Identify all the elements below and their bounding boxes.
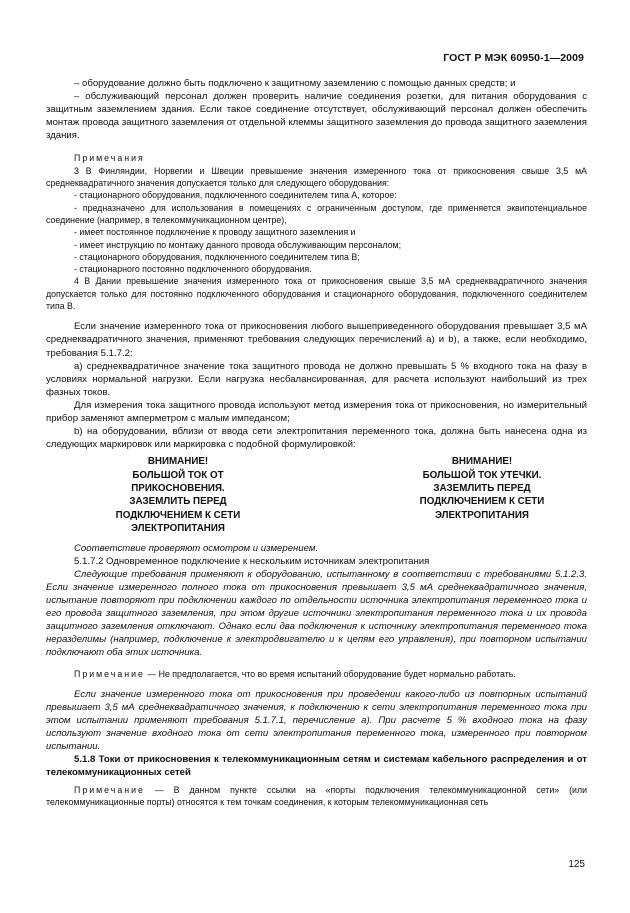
warning-line: БОЛЬШОЙ ТОК ОТ (132, 469, 224, 481)
note-text: — В данном пункте ссылки на «порты подключения телекоммуникационной сети» (или телекоммуникационные порты) относятся к тем точкам соединения, к которым телекоммуникационная сеть (46, 784, 587, 807)
warning-line: ЗАЗЕМЛИТЬ ПЕРЕД (433, 483, 531, 495)
note-4: 4 В Дании превышение значения измеренного тока от прикосновения свыше 3,5 мА среднеквадратичного значения допускается только для постоянно подключенного оборудования и стационарного оборудования, подключенного соединителем типа В. (46, 276, 587, 312)
note-label: Примечание (74, 784, 145, 795)
note-paragraph (46, 668, 587, 680)
warning-line: ПОДКЛЮЧЕНИЕМ К СЕТИ (419, 496, 545, 508)
warning-line: ЭЛЕКТРОПИТАНИЯ (131, 523, 225, 535)
warning-line: ЭЛЕКТРОПИТАНИЯ (435, 509, 529, 521)
note-item: - стационарного оборудования, подключенного соединителем типа В; (74, 251, 360, 262)
item-b: b) на оборудовании, вблизи от ввода сети электропитания переменного тока, должна быть нанесена одна из следующих маркировок или маркировка с подобной формулировкой: (46, 426, 587, 451)
section-heading-5-1-7-2: 5.1.7.2 Одновременное подключение к нескольким источникам электропитания (74, 555, 430, 567)
note-item: - предназначено для использования в помещениях с ограниченным доступом, где применяется эквипотенциальное соединение (например, в телекоммуникационном центре), (46, 202, 587, 225)
warning-line: ВНИМАНИЕ! (147, 456, 209, 468)
note-3: 3 В Финляндии, Норвегии и Швеции превышение значения измеренного тока от прикосновения свыше 3,5 мА среднеквадратичного значения допускается только для следующего оборудования: (46, 165, 587, 189)
page-number: 125 (568, 859, 585, 870)
compliance-statement: Соответствие проверяют осмотром и измерением. (74, 542, 319, 554)
note-item: - имеет постоянное подключение к проводу защитного заземления и (74, 227, 356, 238)
notes-heading: Примечания (74, 153, 145, 164)
requirements-paragraph: Следующие требования применяют к оборудованию, испытанному в соответствии с требованиями 5.1.2.3. Если значение измеренного полного тока от прикосновения превышает 3,5 мА среднеквадратичного значения, испытание повторяют при подключении каждого по отдельности источника электропитания переменного тока и его провода защитного заземления, при этом другие источники электропитания переменного тока и их провода защитного заземления отключают. Однако если два подключения к источнику электропитания переменного тока неразделимы (например, подключение к электродвигателю и к цепям его управления), при повторном испытании подключают оба этих источника. (46, 568, 587, 659)
paragraph: Для измерения тока защитного провода используют метод измерения тока от прикосновения, но измерительный прибор заменяют амперметром с малым импедансом; (46, 399, 587, 424)
warning-line: ПОДКЛЮЧЕНИЕМ К СЕТИ (115, 509, 241, 521)
section-heading-5-1-8: 5.1.8 Токи от прикосновения к телекоммуникационным сетям и системам кабельного распределения и от телекоммуникационных сетей (46, 754, 587, 779)
document-header: ГОСТ Р МЭК 60950-1—2009 (443, 52, 584, 64)
repeat-test-paragraph: Если значение измеренного тока от прикосновения при проведении какого-либо из повторных испытаний превышает 3,5 мА среднеквадратичного значения, к подключению к сети электропитания переменного тока при этом испытании применяют требования 5.1.7.1, перечисление а). При расчете 5 % входного тока на фазу используют значение входного тока от сети электропитания переменного тока, измеренного при повторном испытании. (46, 688, 587, 753)
warning-line: ВНИМАНИЕ! (451, 456, 513, 468)
paragraph: Если значение измеренного тока от прикосновения любого вышеприведенного оборудования превышает 3,5 мА среднеквадратичного значения, применяют требования следующих перечислений а) и b), а также, если необходимо, требования 5.1.7.2: (46, 321, 587, 359)
warning-marking-leakage-current (397, 455, 567, 535)
paragraph: – обслуживающий персонал должен проверить наличие соединения розетки, для питания оборудования с защитным заземлением здания. Если такое соединение отсутствует, обслуживающий персонал должен обеспечить монтаж провода защитного заземления от отдельной клеммы защитного заземления до провода защитного заземления здания. (46, 91, 587, 142)
note-item: - стационарного постоянно подключенного оборудования. (74, 264, 312, 275)
warning-marking-touch-current (78, 455, 278, 535)
note-text: — Не предполагается, что во время испытаний оборудование будет нормально работать. (144, 668, 516, 679)
warning-line: ПРИКОСНОВЕНИЯ. (131, 483, 225, 495)
warning-line: БОЛЬШОЙ ТОК УТЕЧКИ. (422, 469, 542, 481)
warning-markings (46, 455, 587, 535)
document-body (46, 77, 587, 808)
notes-block (46, 152, 587, 312)
item-a: а) среднеквадратичное значение тока защитного провода не должно превышать 5 % входного тока на фазу в условиях нормальной нагрузки. Если нагрузка несбалансированная, для расчета используют наибольший из трех фазных токов. (46, 360, 587, 398)
note-item: - стационарного оборудования, подключенного соединителем типа А, которое: (74, 190, 397, 201)
note-paragraph-2 (46, 784, 587, 809)
paragraph: – оборудование должно быть подключено к защитному заземлению с помощью данных средств; и (74, 78, 516, 89)
note-item: - имеет инструкцию по монтажу данного провода обслуживающим персоналом; (74, 239, 402, 250)
warning-line: ЗАЗЕМЛИТЬ ПЕРЕД (129, 496, 227, 508)
note-label: Примечание (74, 668, 145, 679)
